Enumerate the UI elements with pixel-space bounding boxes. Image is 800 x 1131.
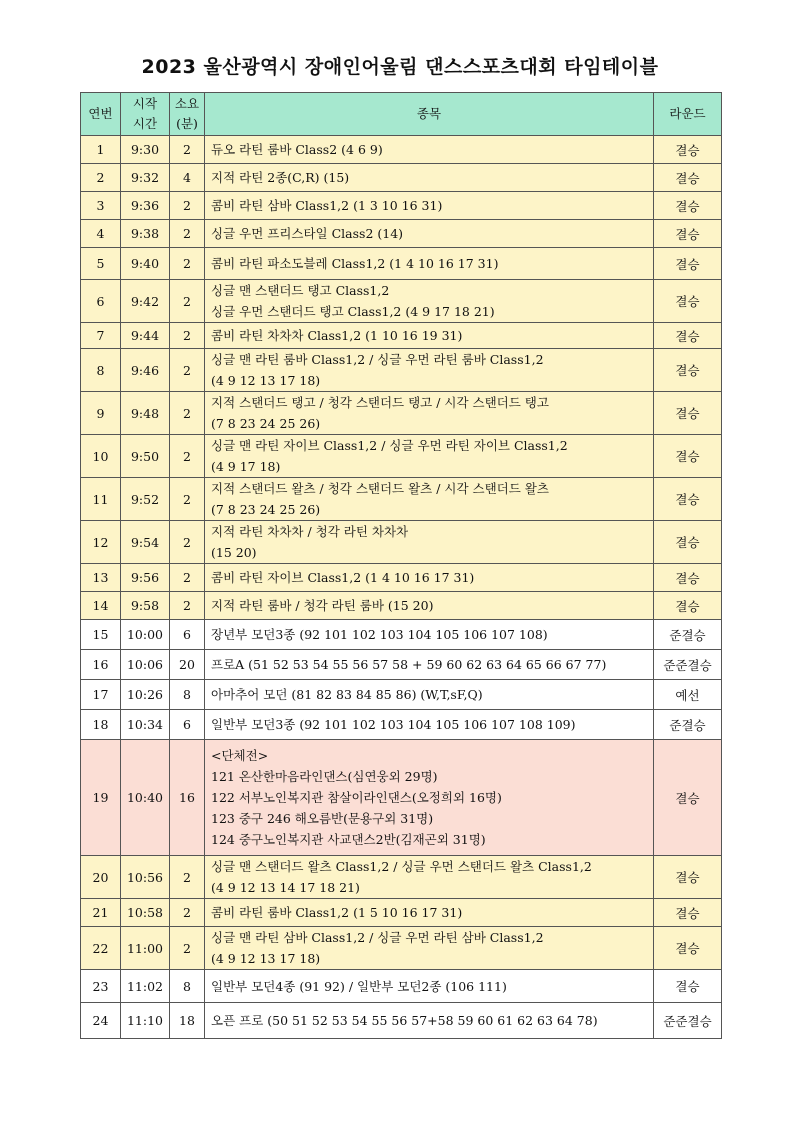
cell-duration: 2 <box>170 592 205 620</box>
cell-round: 결승 <box>654 564 722 592</box>
cell-event <box>205 620 654 650</box>
header-event: 종목 <box>205 93 654 136</box>
cell-event <box>205 478 654 521</box>
cell-event <box>205 192 654 220</box>
event-line: 싱글 맨 라틴 자이브 Class1,2 / 싱글 우먼 라틴 자이브 Class1,2 <box>211 438 568 453</box>
table-row <box>81 592 722 620</box>
cell-duration: 2 <box>170 136 205 164</box>
cell-round: 준결승 <box>654 710 722 740</box>
table-row <box>81 899 722 927</box>
cell-start-time: 9:36 <box>121 192 170 220</box>
cell-start-time: 9:48 <box>121 392 170 435</box>
cell-event <box>205 899 654 927</box>
cell-no: 22 <box>81 927 121 970</box>
cell-no: 4 <box>81 220 121 248</box>
event-line: 장년부 모던3종 (92 101 102 103 104 105 106 107 108) <box>211 627 548 642</box>
cell-event <box>205 592 654 620</box>
table-row <box>81 435 722 478</box>
cell-event <box>205 856 654 899</box>
header-round: 라운드 <box>654 93 722 136</box>
event-line: (7 8 23 24 25 26) <box>211 502 321 517</box>
header-start-time-line1: 시작 <box>132 96 158 111</box>
cell-start-time: 9:44 <box>121 323 170 349</box>
cell-duration: 2 <box>170 220 205 248</box>
event-line: (4 9 17 18) <box>211 459 281 474</box>
event-line: 듀오 라틴 룸바 Class2 (4 6 9) <box>211 142 383 157</box>
cell-no: 15 <box>81 620 121 650</box>
table-row <box>81 392 722 435</box>
table-row <box>81 248 722 280</box>
cell-round: 결승 <box>654 323 722 349</box>
table-row <box>81 220 722 248</box>
table-row <box>81 620 722 650</box>
cell-duration: 6 <box>170 710 205 740</box>
cell-duration: 2 <box>170 392 205 435</box>
cell-start-time: 10:58 <box>121 899 170 927</box>
cell-round: 결승 <box>654 248 722 280</box>
cell-event <box>205 435 654 478</box>
cell-round: 결승 <box>654 280 722 323</box>
cell-no: 6 <box>81 280 121 323</box>
cell-round: 예선 <box>654 680 722 710</box>
event-line: (4 9 12 13 17 18) <box>211 951 321 966</box>
cell-round: 결승 <box>654 927 722 970</box>
cell-no: 8 <box>81 349 121 392</box>
cell-round: 결승 <box>654 740 722 856</box>
cell-duration: 2 <box>170 192 205 220</box>
event-line: 오픈 프로 (50 51 52 53 54 55 56 57+58 59 60 61 62 63 64 78) <box>211 1013 598 1028</box>
event-line: 124 중구노인복지관 사교댄스2반(김재곤외 31명) <box>211 832 486 847</box>
cell-round: 결승 <box>654 899 722 927</box>
cell-duration: 4 <box>170 164 205 192</box>
cell-duration: 2 <box>170 435 205 478</box>
table-row <box>81 521 722 564</box>
cell-start-time: 9:46 <box>121 349 170 392</box>
cell-start-time: 11:00 <box>121 927 170 970</box>
event-line: 123 중구 246 해오름반(문용구외 31명) <box>211 811 434 826</box>
cell-start-time: 11:10 <box>121 1003 170 1039</box>
cell-no: 5 <box>81 248 121 280</box>
header-duration-line1: 소요 <box>174 96 200 111</box>
header-duration-line2: (분) <box>176 116 198 131</box>
header-row <box>81 93 722 136</box>
table-row <box>81 164 722 192</box>
cell-duration: 2 <box>170 248 205 280</box>
cell-round: 결승 <box>654 521 722 564</box>
cell-start-time: 9:38 <box>121 220 170 248</box>
cell-no: 12 <box>81 521 121 564</box>
table-row <box>81 280 722 323</box>
cell-start-time: 9:40 <box>121 248 170 280</box>
cell-no: 9 <box>81 392 121 435</box>
event-line: 싱글 맨 라틴 삼바 Class1,2 / 싱글 우먼 라틴 삼바 Class1,2 <box>211 930 544 945</box>
cell-no: 2 <box>81 164 121 192</box>
cell-event <box>205 164 654 192</box>
cell-round: 결승 <box>654 349 722 392</box>
header-duration <box>170 93 205 136</box>
table-row <box>81 478 722 521</box>
cell-event <box>205 220 654 248</box>
cell-round: 결승 <box>654 478 722 521</box>
cell-start-time: 9:50 <box>121 435 170 478</box>
event-line: 싱글 우먼 프리스타일 Class2 (14) <box>211 226 404 241</box>
cell-event <box>205 927 654 970</box>
event-line: 싱글 맨 스탠더드 왈츠 Class1,2 / 싱글 우먼 스탠더드 왈츠 Class1,2 <box>211 859 592 874</box>
cell-duration: 18 <box>170 1003 205 1039</box>
event-line: 지적 스탠더드 탱고 / 청각 스탠더드 탱고 / 시각 스탠더드 탱고 <box>211 395 549 410</box>
cell-round: 결승 <box>654 164 722 192</box>
cell-duration: 2 <box>170 478 205 521</box>
cell-start-time: 10:34 <box>121 710 170 740</box>
table-row <box>81 927 722 970</box>
cell-event <box>205 970 654 1003</box>
table-row <box>81 349 722 392</box>
event-line: 싱글 맨 스탠더드 탱고 Class1,2 <box>211 283 390 298</box>
cell-round: 준준결승 <box>654 650 722 680</box>
cell-event <box>205 280 654 323</box>
cell-round: 결승 <box>654 392 722 435</box>
cell-no: 7 <box>81 323 121 349</box>
cell-event <box>205 564 654 592</box>
header-no: 연번 <box>81 93 121 136</box>
header-start-time-line2: 시간 <box>132 116 158 131</box>
cell-no: 19 <box>81 740 121 856</box>
cell-start-time: 9:52 <box>121 478 170 521</box>
cell-no: 23 <box>81 970 121 1003</box>
cell-duration: 2 <box>170 899 205 927</box>
cell-duration: 2 <box>170 521 205 564</box>
cell-round: 결승 <box>654 592 722 620</box>
table-row <box>81 970 722 1003</box>
cell-round: 결승 <box>654 192 722 220</box>
cell-no: 1 <box>81 136 121 164</box>
cell-duration: 6 <box>170 620 205 650</box>
cell-event <box>205 136 654 164</box>
cell-round: 결승 <box>654 435 722 478</box>
cell-start-time: 9:58 <box>121 592 170 620</box>
event-line: 콤비 라틴 파소도블레 Class1,2 (1 4 10 16 17 31) <box>211 256 499 271</box>
cell-start-time: 9:56 <box>121 564 170 592</box>
cell-no: 3 <box>81 192 121 220</box>
cell-no: 11 <box>81 478 121 521</box>
cell-start-time: 11:02 <box>121 970 170 1003</box>
event-line: 콤비 라틴 자이브 Class1,2 (1 4 10 16 17 31) <box>211 570 475 585</box>
cell-start-time: 9:42 <box>121 280 170 323</box>
cell-duration: 8 <box>170 680 205 710</box>
event-line: 지적 스탠더드 왈츠 / 청각 스탠더드 왈츠 / 시각 스탠더드 왈츠 <box>211 481 549 496</box>
cell-event <box>205 680 654 710</box>
cell-event <box>205 740 654 856</box>
event-line: 싱글 맨 라틴 룸바 Class1,2 / 싱글 우먼 라틴 룸바 Class1,2 <box>211 352 544 367</box>
table-row <box>81 856 722 899</box>
cell-no: 13 <box>81 564 121 592</box>
event-line: 프로A (51 52 53 54 55 56 57 58 + 59 60 62 63 64 65 66 67 77) <box>211 657 607 672</box>
cell-no: 21 <box>81 899 121 927</box>
event-line: (4 9 12 13 14 17 18 21) <box>211 880 360 895</box>
timetable-body <box>81 136 722 1039</box>
cell-no: 20 <box>81 856 121 899</box>
cell-start-time: 9:30 <box>121 136 170 164</box>
event-line: <단체전> <box>211 748 269 763</box>
table-row <box>81 192 722 220</box>
cell-duration: 20 <box>170 650 205 680</box>
cell-event <box>205 323 654 349</box>
event-line: 일반부 모던4종 (91 92) / 일반부 모던2종 (106 111) <box>211 978 507 994</box>
cell-start-time: 10:26 <box>121 680 170 710</box>
cell-start-time: 10:06 <box>121 650 170 680</box>
cell-duration: 16 <box>170 740 205 856</box>
event-line: 지적 라틴 룸바 / 청각 라틴 룸바 (15 20) <box>211 598 434 613</box>
cell-no: 10 <box>81 435 121 478</box>
event-line: 콤비 라틴 차차차 Class1,2 (1 10 16 19 31) <box>211 328 463 343</box>
cell-no: 14 <box>81 592 121 620</box>
cell-event <box>205 521 654 564</box>
cell-duration: 2 <box>170 927 205 970</box>
event-line: 121 온산한마음라인댄스(심연웅외 29명) <box>211 769 438 784</box>
event-line: 싱글 우먼 스탠더드 탱고 Class1,2 (4 9 17 18 21) <box>211 304 495 319</box>
event-line: 지적 라틴 2종(C,R) (15) <box>211 170 350 185</box>
event-line: (7 8 23 24 25 26) <box>211 416 321 431</box>
table-row <box>81 680 722 710</box>
cell-no: 16 <box>81 650 121 680</box>
event-line: 아마추어 모던 (81 82 83 84 85 86) (W,T,sF,Q) <box>211 687 483 702</box>
cell-round: 준준결승 <box>654 1003 722 1039</box>
event-line: 일반부 모던3종 (92 101 102 103 104 105 106 107 108 109) <box>211 717 576 732</box>
cell-event <box>205 650 654 680</box>
cell-event <box>205 349 654 392</box>
timetable <box>80 92 722 1039</box>
cell-start-time: 9:54 <box>121 521 170 564</box>
cell-start-time: 9:32 <box>121 164 170 192</box>
cell-event <box>205 1003 654 1039</box>
cell-event <box>205 248 654 280</box>
event-line: (15 20) <box>211 545 257 560</box>
cell-duration: 2 <box>170 349 205 392</box>
table-row <box>81 740 722 856</box>
cell-duration: 2 <box>170 856 205 899</box>
header-start-time <box>121 93 170 136</box>
cell-start-time: 10:00 <box>121 620 170 650</box>
event-line: (4 9 12 13 17 18) <box>211 373 321 388</box>
cell-event <box>205 710 654 740</box>
table-row <box>81 710 722 740</box>
cell-duration: 2 <box>170 564 205 592</box>
table-row <box>81 564 722 592</box>
cell-round: 결승 <box>654 970 722 1003</box>
event-line: 122 서부노인복지관 참살이라인댄스(오정희외 16명) <box>211 790 502 805</box>
table-row <box>81 650 722 680</box>
cell-round: 준결승 <box>654 620 722 650</box>
cell-duration: 2 <box>170 280 205 323</box>
cell-no: 17 <box>81 680 121 710</box>
event-line: 콤비 라틴 룸바 Class1,2 (1 5 10 16 17 31) <box>211 905 463 920</box>
event-line: 콤비 라틴 삼바 Class1,2 (1 3 10 16 31) <box>211 198 443 213</box>
page-title: 2023 울산광역시 장애인어울림 댄스스포츠대회 타임테이블 <box>141 56 659 78</box>
cell-duration: 8 <box>170 970 205 1003</box>
cell-start-time: 10:56 <box>121 856 170 899</box>
table-row <box>81 323 722 349</box>
table-row <box>81 136 722 164</box>
cell-round: 결승 <box>654 220 722 248</box>
cell-round: 결승 <box>654 856 722 899</box>
cell-round: 결승 <box>654 136 722 164</box>
cell-duration: 2 <box>170 323 205 349</box>
cell-no: 18 <box>81 710 121 740</box>
event-line: 지적 라틴 차차차 / 청각 라틴 차차차 <box>211 524 409 539</box>
cell-event <box>205 392 654 435</box>
cell-start-time: 10:40 <box>121 740 170 856</box>
cell-no: 24 <box>81 1003 121 1039</box>
table-row <box>81 1003 722 1039</box>
